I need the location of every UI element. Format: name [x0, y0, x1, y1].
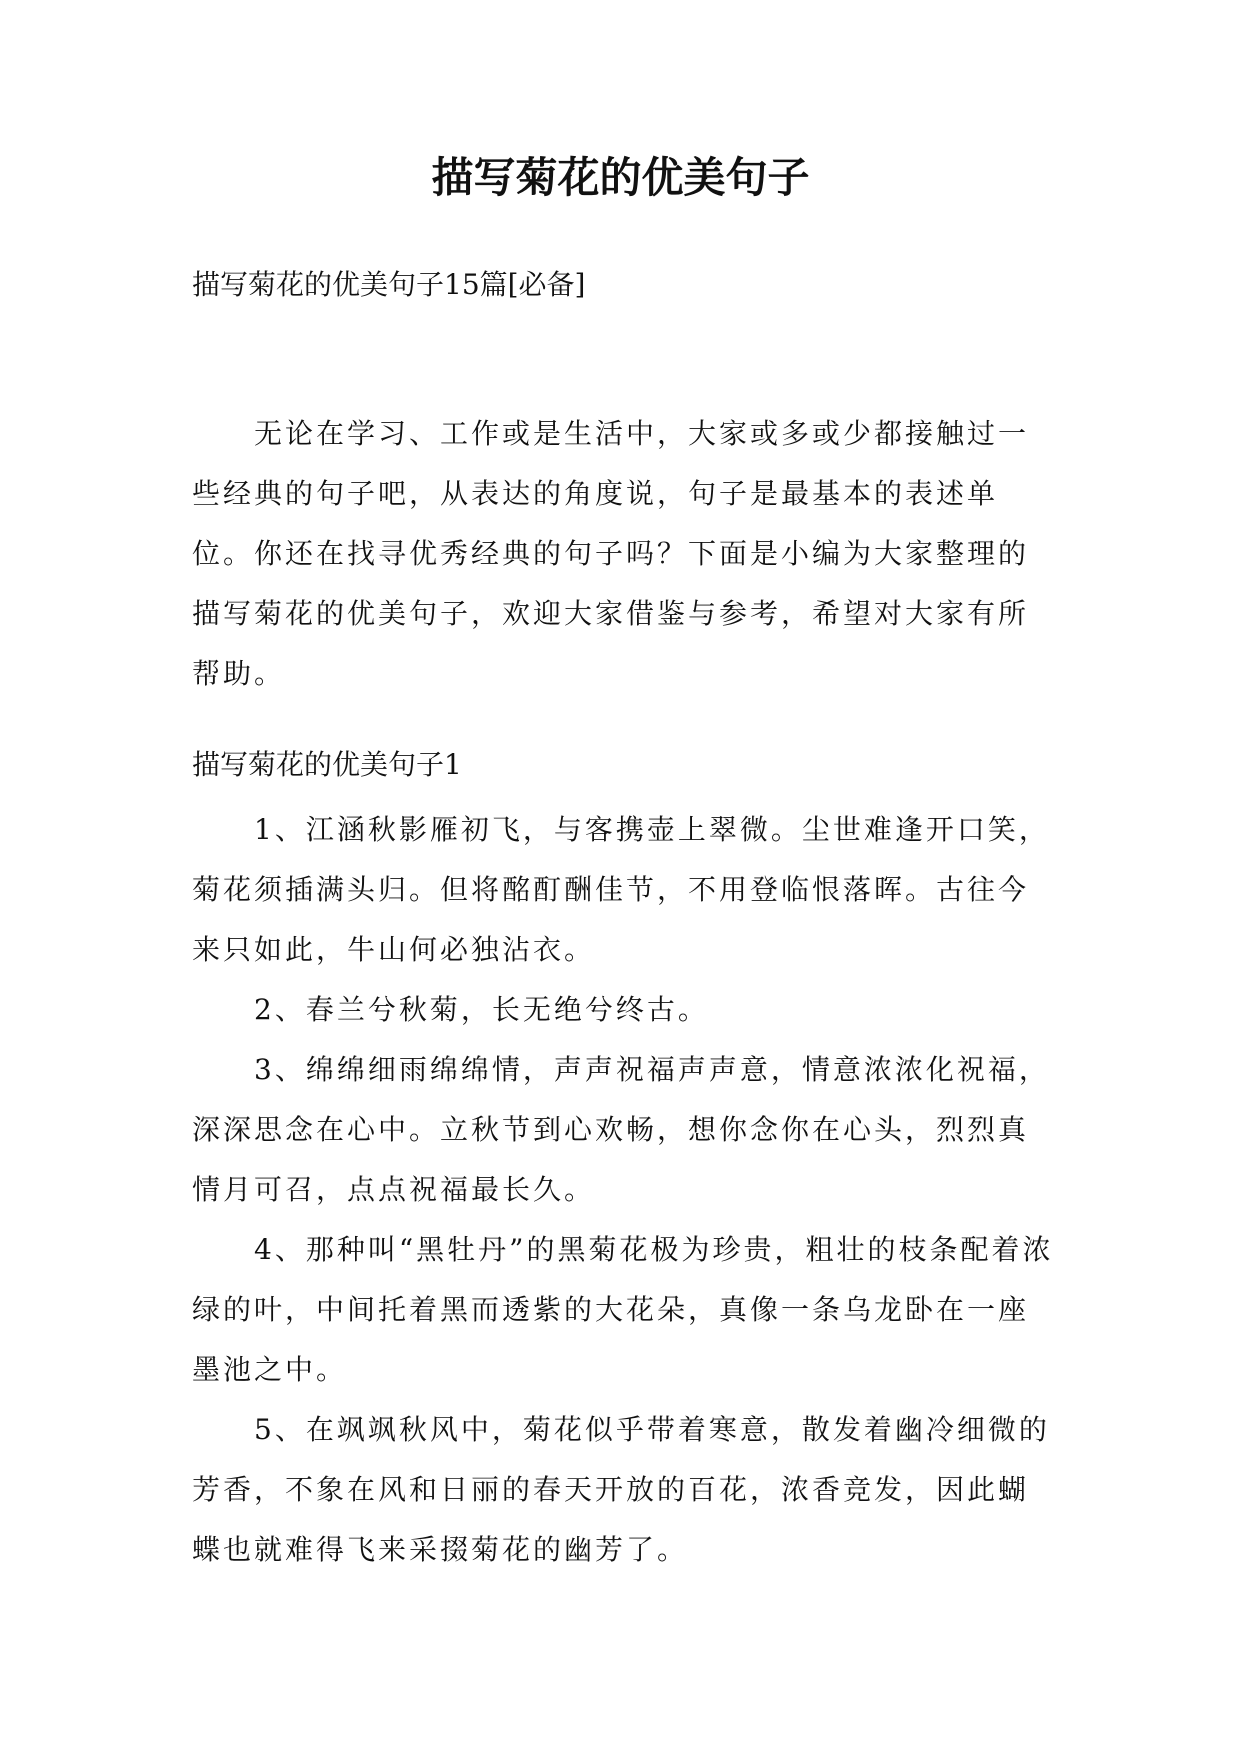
- section-heading: 描写菊花的优美句子1: [192, 748, 462, 781]
- document-subtitle: 描写菊花的优美句子15篇[必备]: [192, 268, 586, 301]
- sentence-item: 1、江涵秋影雁初飞，与客携壶上翠微。尘世难逢开口笑，菊花须插满头归。但将酩酊酬佳节，不用登临恨落晖。古往今来只如此，牛山何必独沾衣。: [192, 813, 1050, 966]
- sentence-item: 3、绵绵细雨绵绵情，声声祝福声声意，情意浓浓化祝福，深深思念在心中。立秋节到心欢畅，想你念你在心头，烈烈真情月可召，点点祝福最长久。: [192, 1053, 1050, 1206]
- sentence-list: [192, 800, 1058, 1580]
- sentence-item: 4、那种叫“黑牡丹”的黑菊花极为珍贵，粗壮的枝条配着浓绿的叶，中间托着黑而透紫的大花朵，真像一条乌龙卧在一座墨池之中。: [192, 1233, 1054, 1386]
- intro-paragraph: 无论在学习、工作或是生活中，大家或多或少都接触过一些经典的句子吧，从表达的角度说，句子是最基本的表述单位。你还在找寻优秀经典的句子吗？下面是小编为大家整理的描写菊花的优美句子，欢迎大家借鉴与参考，希望对大家有所帮助。: [192, 417, 1030, 690]
- document-title: 描写菊花的优美句子: [431, 153, 810, 202]
- intro-section: [192, 404, 1058, 704]
- sentence-item: 5、在飒飒秋风中，菊花似乎带着寒意，散发着幽冷细微的芳香，不象在风和日丽的春天开放的百花，浓香竞发，因此蝴蝶也就难得飞来采掇菊花的幽芳了。: [192, 1413, 1050, 1566]
- sentence-item: 2、春兰兮秋菊，长无绝兮终古。: [254, 993, 709, 1026]
